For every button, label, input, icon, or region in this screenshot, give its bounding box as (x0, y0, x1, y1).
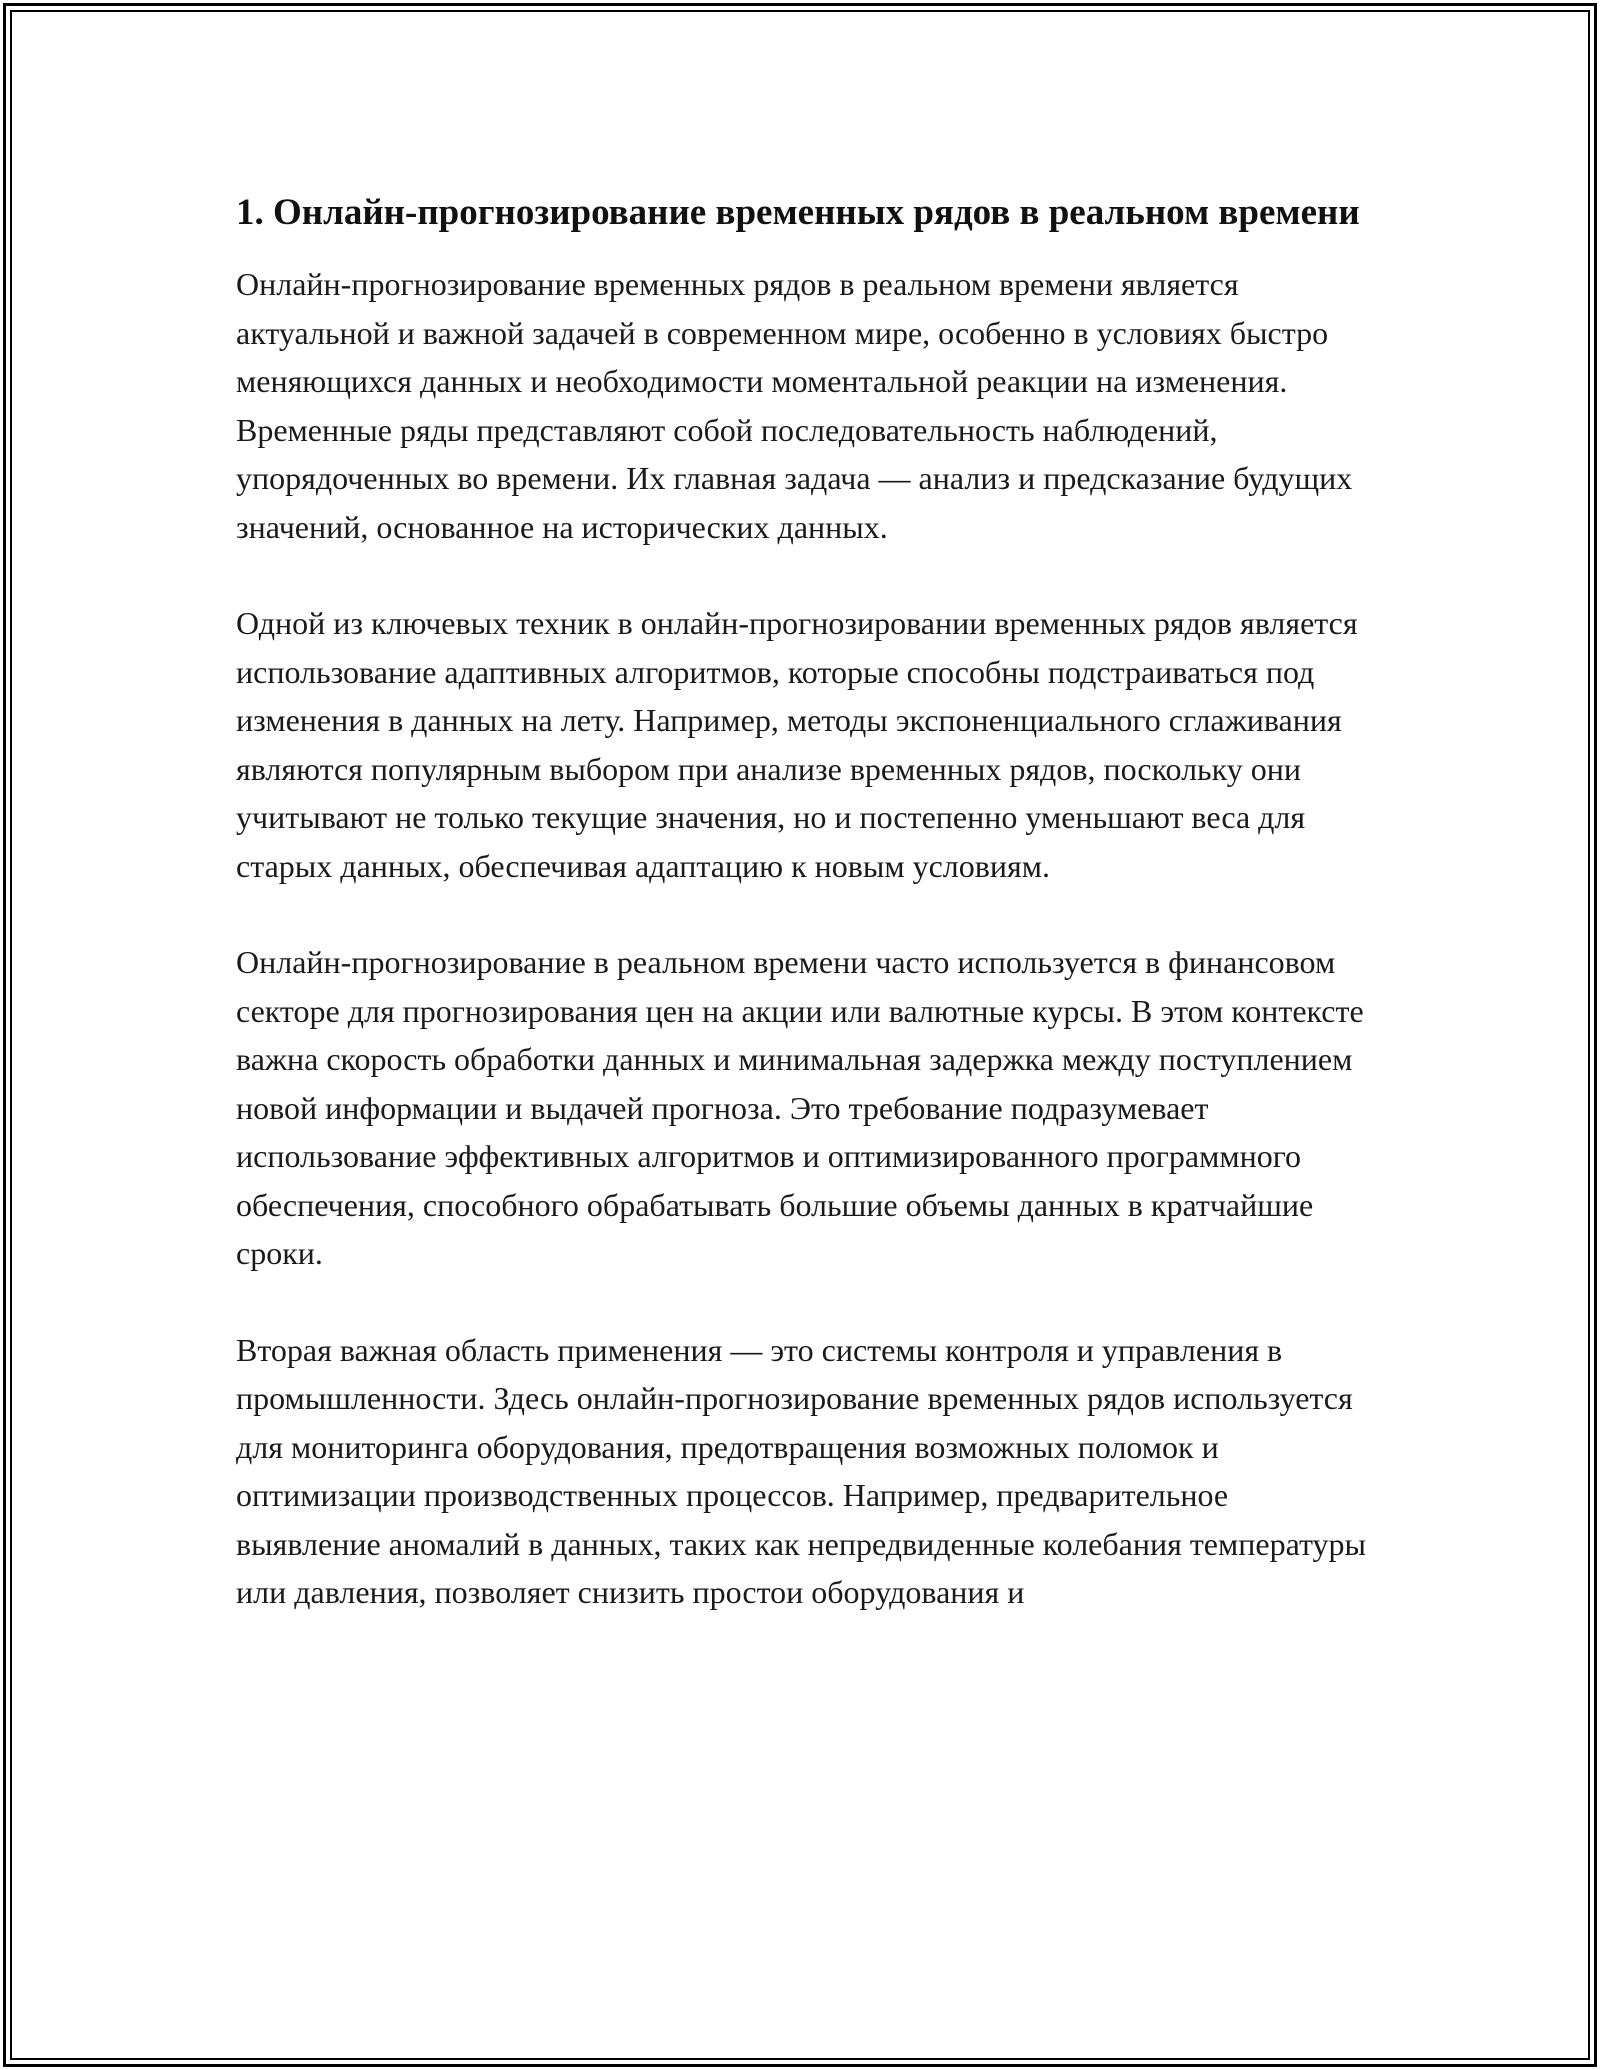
paragraph-1: Онлайн-прогнозирование временных рядов в реальном времени является актуальной и важной задачей в современном мире, особенно в условиях быстро меняющихся данных и необходимости моментальной реакции на изменения. Временные ряды представляют собой последовательность наблюдений, упорядоченных во времени. Их главная задача — анализ и предсказание будущих значений, основанное на исторических данных. (236, 266, 1353, 545)
paragraph-2: Одной из ключевых техник в онлайн-прогнозировании временных рядов является использование адаптивных алгоритмов, которые способны подстраиваться под изменения в данных на лету. Например, методы экспоненциального сглаживания являются популярным выбором при анализе временных рядов, поскольку они учитывают не только текущие значения, но и постепенно уменьшают веса для старых данных, обеспечивая адаптацию к новым условиям. (236, 605, 1358, 884)
section-heading: 1. Онлайн-прогнозирование временных рядов в реальном времени (236, 192, 1360, 233)
paragraph-4: Вторая важная область применения — это системы контроля и управления в промышленности. Здесь онлайн-прогнозирование временных рядов используется для мониторинга оборудования, предотвращения возможных поломок и оптимизации производственных процессов. Например, предварительное выявление аномалий в данных, таких как непредвиденные колебания температуры или давления, позволяет снизить простои оборудования и (236, 1331, 1367, 1610)
document-body (236, 185, 1376, 1617)
paragraph-3: Онлайн-прогнозирование в реальном времени часто используется в финансовом секторе для прогнозирования цен на акции или валютные курсы. В этом контексте важна скорость обработки данных и минимальная задержка между поступлением новой информации и выдачей прогноза. Это требование подразумевает использование эффективных алгоритмов и оптимизированного программного обеспечения, способного обрабатывать большие объемы данных в кратчайшие сроки. (236, 944, 1364, 1271)
